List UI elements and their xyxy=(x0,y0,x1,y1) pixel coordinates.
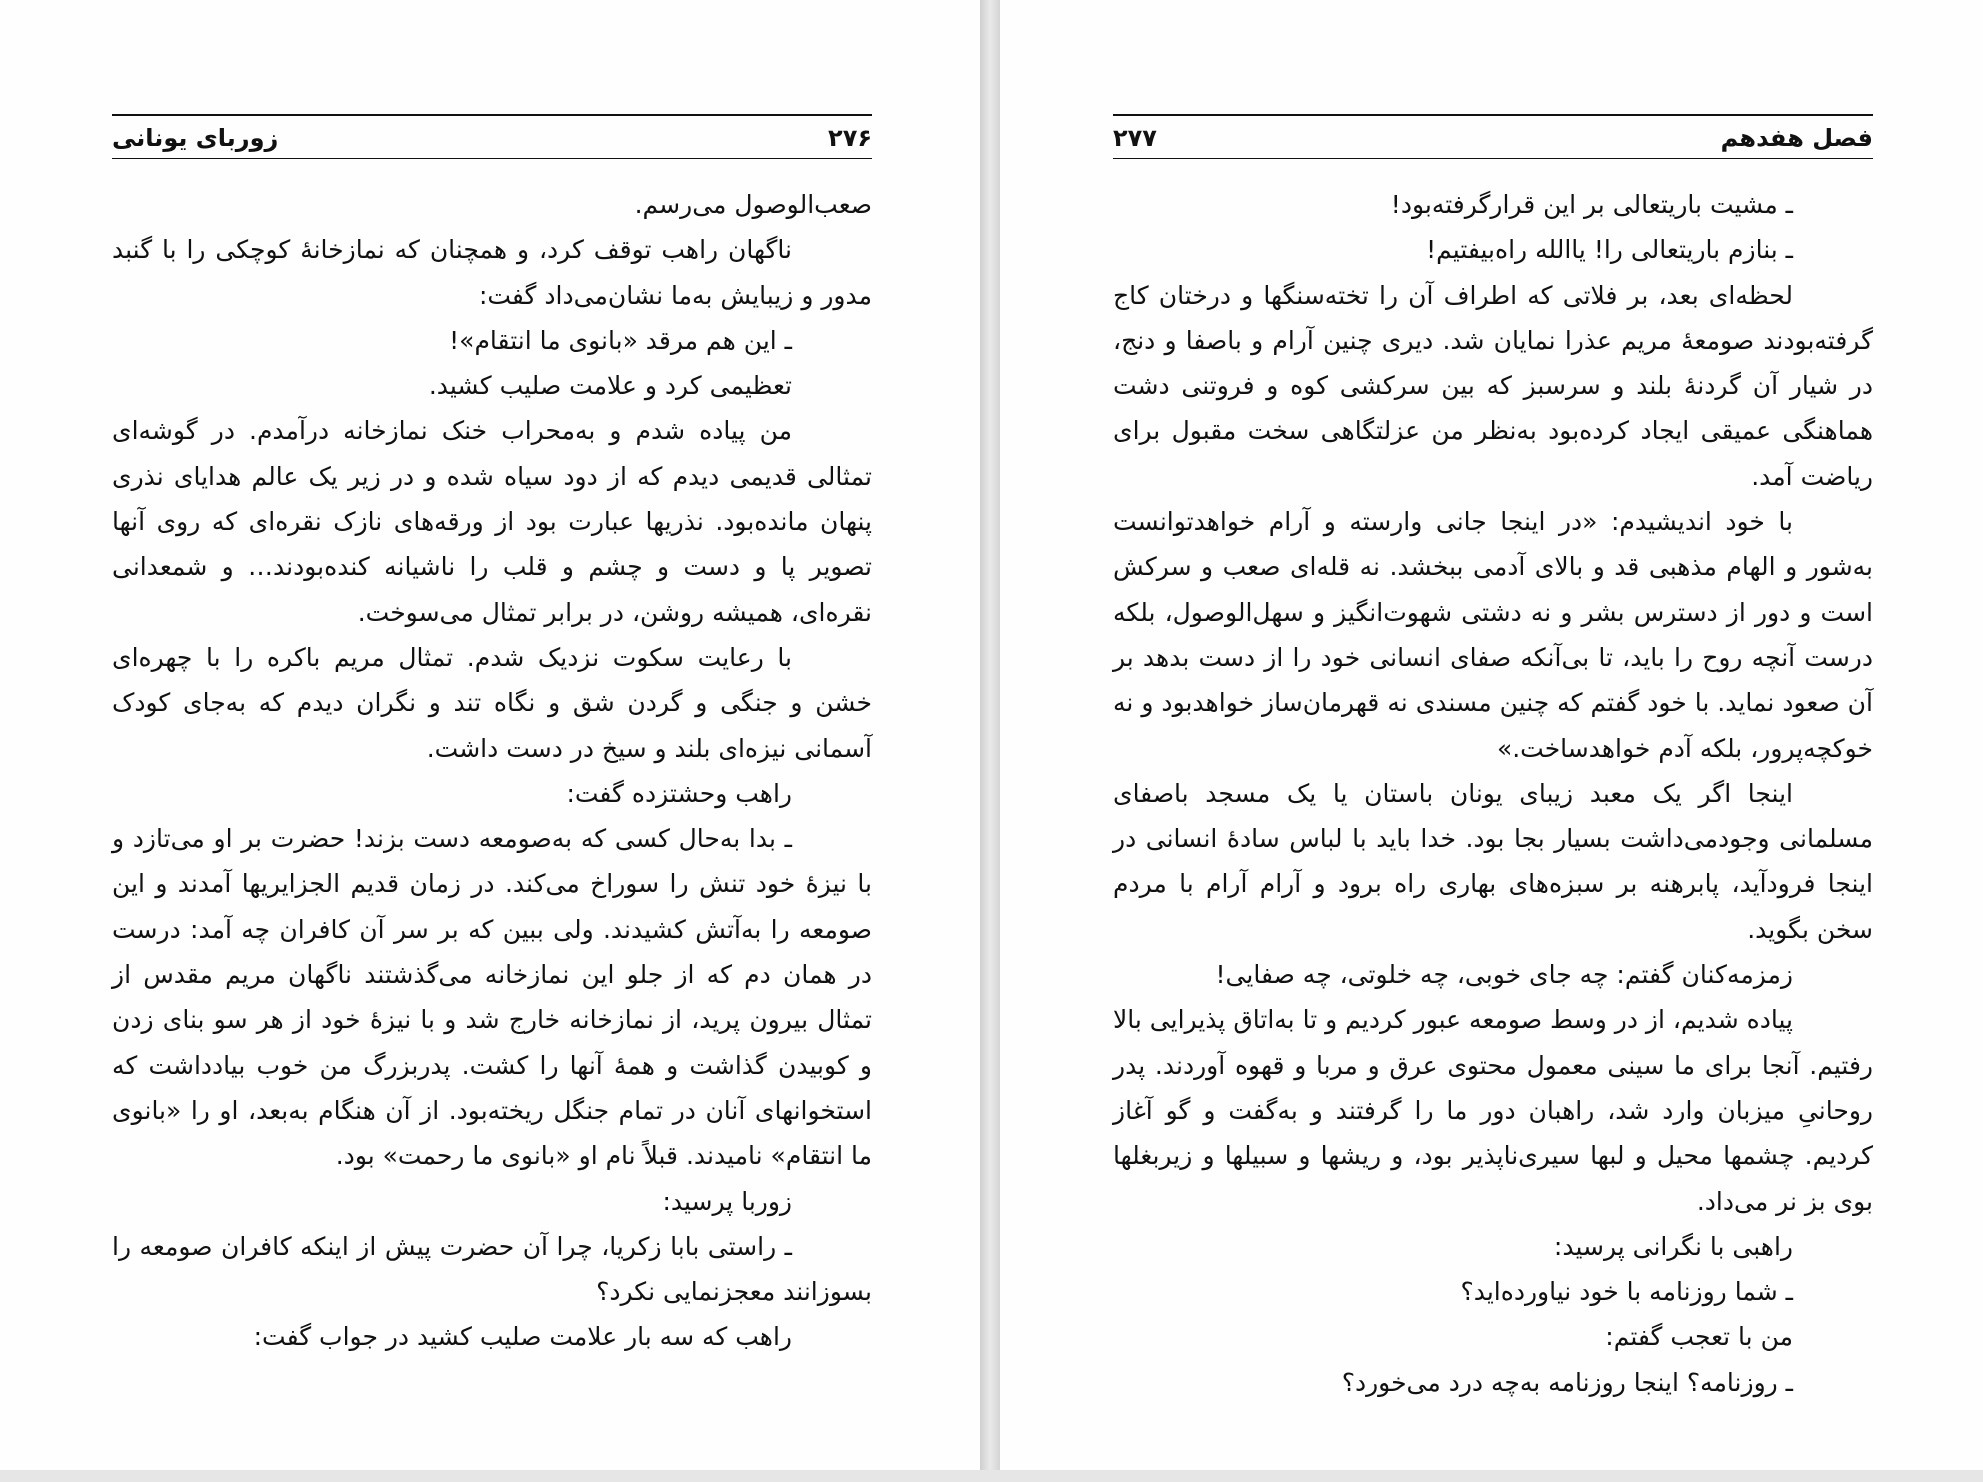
paragraph: لحظه‌ای بعد، بر فلاتی که اطراف آن را تخته‌سنگها و درختان کاج گرفته‌بودند صومعهٔ مریم عذرا نمایان شد. دیری چنین آرام و باصفا و دنج، در شیار آن گردنهٔ بلند و سرسبز که بین سرکشی کوه و فروتنی دشت هماهنگی عمیقی ایجاد کرده‌بود به‌نظر من عزلتگاهی سخت مقبول برای ریاضت آمد. xyxy=(1113,280,1873,491)
left-page xyxy=(0,0,980,1470)
paragraph: زمزمه‌کنان گفتم: چه جای خوبی، چه خلوتی، چه صفایی! xyxy=(1215,960,1793,990)
paragraph: من پیاده شدم و به‌محراب خنک نمازخانه درآمدم. در گوشه‌ای تمثالی قدیمی دیدم که از دود سیاه شده و در زیر یک عالم هدایای نذری پنهان مانده‌بود. نذریها عبارت بود از ورقه‌های نازک نقره‌ای که روی آنها تصویر پا و دست و چشم و قلب را ناشیانه کنده‌بودند… و شمعدانی نقره‌ای، همیشه روشن، در برابر تمثال می‌سوخت. xyxy=(112,416,872,627)
paragraph: زوربا پرسید: xyxy=(662,1186,792,1216)
dialogue-line: ـ شما روزنامه با خود نیاورده‌اید؟ xyxy=(1460,1277,1793,1307)
paragraph: صعب‌الوصول می‌رسم. xyxy=(634,190,872,219)
paragraph: راهب که سه بار علامت صلیب کشید در جواب گفت: xyxy=(253,1322,792,1352)
paragraph: با خود اندیشیدم: «در اینجا جانی وارسته و آرام خواهدتوانست به‌شور و الهام مذهبی قد و بالای آدمی ببخشد. نه قله‌ای صعب و سرکش است و دور از دسترس بشر و نه دشتی شهوت‌انگیز و سهل‌الوصول، بلکه درست آنچه روح را باید، تا بی‌آنکه صفای انسانی خود را از دست بدهد بر آن صعود نماید. با خود گفتم که چنین مسندی نه قهرمان‌ساز خواهدبود و نه خوکچه‌پرور، بلکه آدم خواهدساخت.» xyxy=(1113,507,1873,763)
paragraph: ناگهان راهب توقف کرد، و همچنان که نمازخانهٔ کوچکی را با گنبد مدور و زیبایش به‌ما نشان‌می‌داد گفت: xyxy=(112,235,872,310)
running-head: زوربای یونانی xyxy=(112,124,279,152)
paragraph: راهبی با نگرانی پرسید: xyxy=(1553,1231,1793,1261)
dialogue-line: ـ راستی بابا زکریا، چرا آن حضرت پیش از اینکه کافران صومعه را بسوزانند معجزنمایی نکرد؟ xyxy=(112,1231,872,1307)
right-page-body xyxy=(1113,182,1873,1405)
paragraph: تعظیمی کرد و علامت صلیب کشید. xyxy=(428,371,792,401)
dialogue-line: ـ روزنامه؟ اینجا روزنامه به‌چه درد می‌خورد؟ xyxy=(1341,1367,1793,1397)
running-head: فصل هفدهم xyxy=(1720,124,1873,152)
left-page-body xyxy=(112,182,872,1360)
book-gutter xyxy=(980,0,1000,1470)
dialogue-line: ـ بنازم باریتعالی را! یاالله راه‌بیفتیم! xyxy=(1426,235,1793,265)
right-page xyxy=(1000,0,1983,1470)
paragraph: پیاده شدیم، از در وسط صومعه عبور کردیم و تا به‌اتاق پذیرایی بالا رفتیم. آنجا برای ما سینی معمول محتوی عرق و مربا و قهوه آوردند. پدر روحانیِ میزبان وارد شد، راهبان دور ما را گرفتند و به‌گفت و گو آغاز کردیم. چشمها محیل و لبها سیری‌ناپذیر بود، و ریشها و سبیلها و زیربغلها بوی بز نر می‌داد. xyxy=(1113,1005,1873,1216)
paragraph: اینجا اگر یک معبد زیبای یونان باستان یا یک مسجد باصفای مسلمانی وجودمی‌داشت بسیار بجا بود. خدا باید با لباس سادهٔ انسانی در اینجا فرودآید، پابرهنه بر سبزه‌های بهاری راه برود و آرام آرام با مردم سخن بگوید. xyxy=(1113,778,1873,944)
right-page-header xyxy=(1113,114,1873,159)
left-page-header xyxy=(112,114,872,159)
dialogue-line: ـ این هم مرقد «بانوی ما انتقام»! xyxy=(449,325,792,355)
paragraph: راهب وحشتزده گفت: xyxy=(566,778,792,808)
page-number: ۲۷۶ xyxy=(828,124,872,152)
paragraph: من با تعجب گفتم: xyxy=(1605,1322,1793,1352)
dialogue-line: ـ مشیت باریتعالی بر این قرارگرفته‌بود! xyxy=(1390,190,1793,219)
dialogue-line: ـ بدا به‌حال کسی که به‌صومعه دست بزند! حضرت بر او می‌تازد و با نیزهٔ خود تنش را سوراخ می‌کند. در زمان قدیم الجزایریها آمدند و این صومعه را به‌آتش کشیدند. ولی ببین که بر سر آن کافران چه آمد: درست در همان دم که از جلو این نمازخانه می‌گذشتند ناگهان مریم مقدس از تمثال بیرون پرید، از نمازخانه خارج شد و با نیزهٔ خود از هر سو بنای زدن و کوبیدن گذاشت و همهٔ آنها را کشت. پدربزرگ من خوب بیادداشت که استخوانهای آنان در تمام جنگل ریخته‌بود. از آن هنگام به‌بعد، او را «بانوی ما انتقام» نامیدند. قبلاً نام او «بانوی ما رحمت» بود. xyxy=(112,824,872,1171)
paragraph: با رعایت سکوت نزدیک شدم. تمثال مریم باکره را با چهره‌ای خشن و جنگی و گردن شق و نگاه تند و نگران دیدم که به‌جای کودک آسمانی نیزه‌ای بلند و سیخ در دست داشت. xyxy=(112,642,872,763)
page-number: ۲۷۷ xyxy=(1113,124,1157,152)
